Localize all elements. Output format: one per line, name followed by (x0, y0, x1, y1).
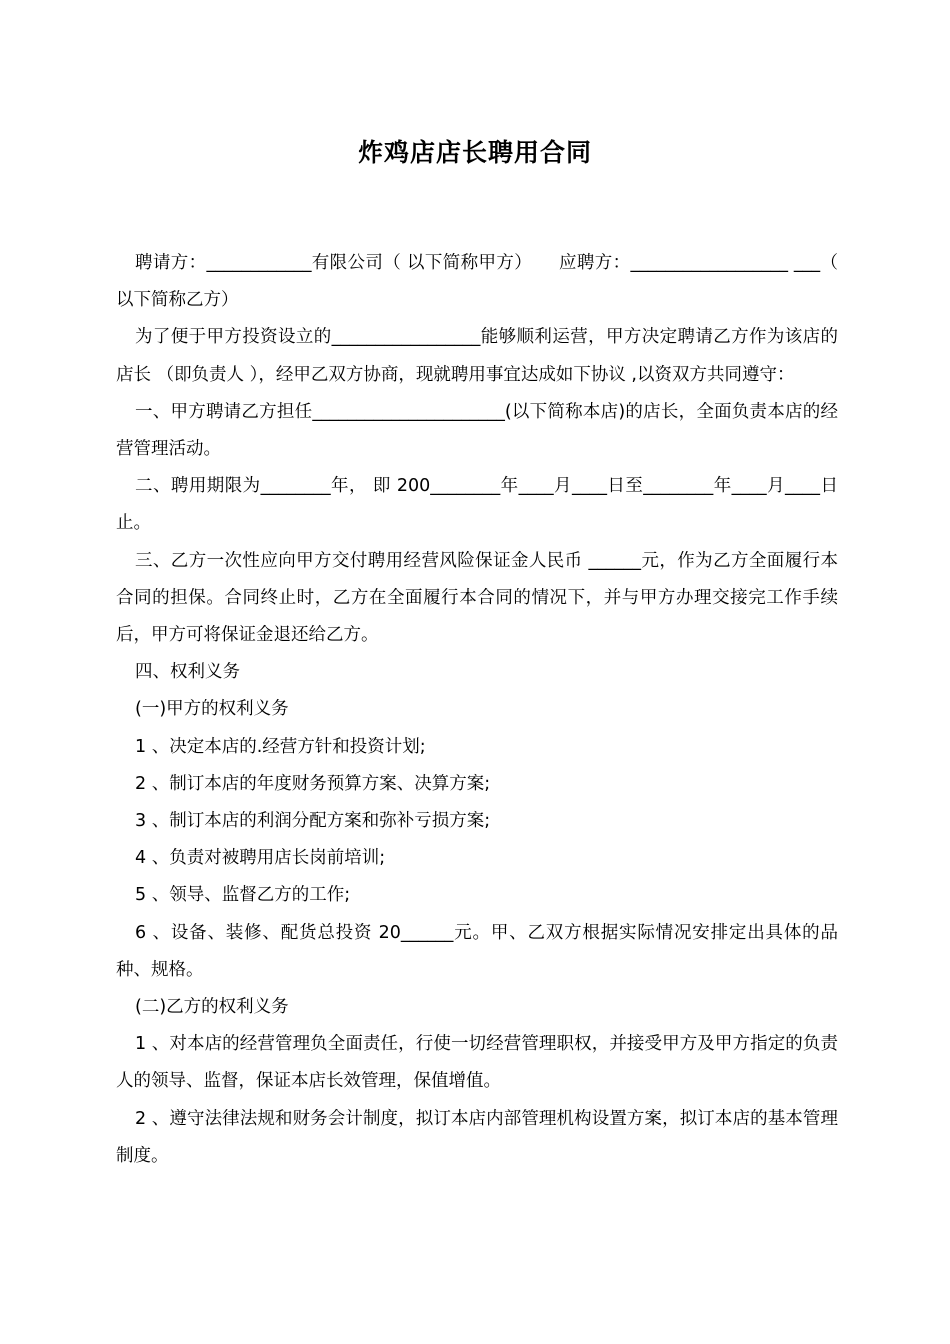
clause-1-paragraph: 一、甲方聘请乙方担任______________________(以下简称本店)的店长，全面负责本店的经营管理活动。 (116, 401, 838, 460)
party-b-rights-heading: (二)乙方的权利义务 (135, 997, 289, 1018)
party-a-item-1: 1 、决定本店的.经营方针和投资计划; (135, 736, 426, 757)
document-body (116, 245, 838, 1175)
party-a-rights-heading: (一)甲方的权利义务 (135, 699, 289, 720)
clause-3-paragraph: 三、乙方一次性应向甲方交付聘用经营风险保证金人民币 ______元，作为乙方全面履行本合同的担保。合同终止时，乙方在全面履行本合同的情况下，并与甲方办理交接完工作手续后，甲方可将保证金退还给乙方。 (116, 550, 838, 646)
party-a-item-5: 5 、领导、监督乙方的工作; (135, 885, 351, 906)
party-b-item-2: 2 、遵守法律法规和财务会计制度，拟订本店内部管理机构设置方案，拟订本店的基本管理制度。 (116, 1108, 838, 1166)
clause-4-heading: 四、权利义务 (135, 662, 240, 683)
party-a-item-2: 2 、制订本店的年度财务预算方案、决算方案; (135, 773, 491, 794)
clause-2-paragraph: 二、聘用期限为________年， 即 200________年____月____日至________年____月____日止。 (116, 476, 838, 534)
party-a-item-6: 6 、设备、装修、配货总投资 20______元。甲、乙双方根据实际情况安排定出具体的品种、规格。 (116, 922, 838, 980)
document-title: 炸鸡店店长聘用合同 (357, 138, 592, 167)
party-b-item-1: 1 、对本店的经营管理负全面责任，行使一切经营管理职权，并接受甲方及甲方指定的负责人的领导、监督，保证本店长效管理，保值增值。 (116, 1034, 838, 1092)
party-a-item-3: 3 、制订本店的利润分配方案和弥补亏损方案; (135, 811, 491, 832)
parties-paragraph: 聘请方：____________有限公司（ 以下简称甲方） 应聘方：__________________ ___（ 以下简称乙方） (116, 253, 838, 311)
party-a-item-4: 4 、负责对被聘用店长岗前培训; (135, 848, 386, 869)
preamble-paragraph: 为了便于甲方投资设立的_________________能够顺利运营，甲方决定聘请乙方作为该店的店长 （即负责人 ），经甲乙双方协商，现就聘用事宜达成如下协议 ,以资双方共同遵守： (116, 327, 838, 385)
